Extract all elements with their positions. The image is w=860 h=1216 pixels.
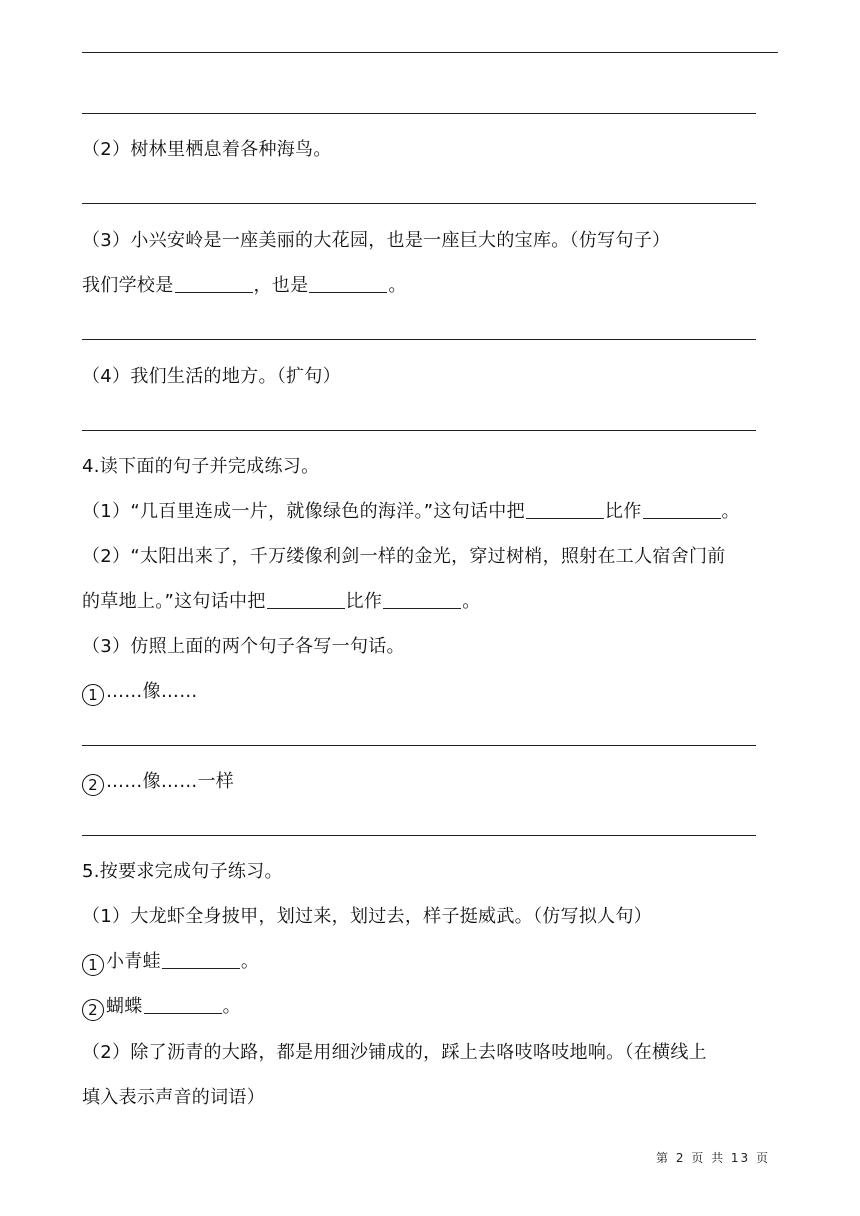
q3-item2: （2）树林里栖息着各种海鸟。: [82, 139, 332, 160]
q5-sentence2-line1: （2）除了沥青的大路，都是用细沙铺成的，踩上去咯吱咯吱地响。（在横线上: [82, 1042, 707, 1063]
item-text: 小青蛙: [106, 951, 161, 972]
frame-text: ，也是: [253, 275, 309, 296]
fill-blank[interactable]: [144, 995, 222, 1014]
sentence-text: 比作: [604, 501, 642, 522]
q4-sentence3: （3）仿照上面的两个句子各写一句话。: [82, 636, 405, 657]
item-text: 蝴蝶: [106, 996, 143, 1017]
q5-sentence2-line2: 填入表示声音的词语）: [82, 1087, 265, 1108]
answer-line: [82, 430, 756, 431]
sentence-end: 。: [462, 591, 481, 612]
sentence-text: 的草地上。”这句话中把: [82, 591, 266, 612]
pattern-text: ……像……: [106, 681, 198, 702]
item-end: 。: [240, 951, 260, 972]
answer-line: [82, 52, 778, 53]
fill-blank[interactable]: [175, 274, 253, 293]
frame-end: 。: [388, 275, 407, 296]
q5-circled-item-2: [82, 995, 241, 1021]
fill-blank[interactable]: [309, 274, 387, 293]
circled-number: 2: [82, 999, 104, 1021]
q4-sentence2-line2: [82, 590, 481, 614]
q4-circled-item-1: [82, 680, 198, 706]
answer-line: [82, 835, 756, 836]
q3-item4: （4）我们生活的地方。（扩句）: [82, 366, 341, 387]
sentence-text: 比作: [345, 591, 383, 612]
q5-heading: 5.按要求完成句子练习。: [82, 861, 283, 882]
q4-sentence1: [82, 500, 740, 524]
q3-item3-prompt: （3）小兴安岭是一座美丽的大花园，也是一座巨大的宝库。（仿写句子）: [82, 230, 671, 251]
page-footer: 第 2 页 共 13 页: [656, 1151, 770, 1165]
answer-line: [82, 339, 756, 340]
q3-item3-frame: [82, 274, 407, 298]
q5-sentence1: （1）大龙虾全身披甲，划过来，划过去，样子挺威武。（仿写拟人句）: [82, 906, 653, 927]
q4-heading: 4.读下面的句子并完成练习。: [82, 456, 320, 477]
fill-blank[interactable]: [643, 500, 721, 519]
answer-line: [82, 113, 756, 114]
q4-sentence2-line1: （2）“太阳出来了，千万缕像利剑一样的金光，穿过树梢，照射在工人宿舍门前: [82, 546, 726, 567]
item-end: 。: [222, 996, 241, 1017]
circled-number: 2: [82, 774, 104, 796]
fill-blank[interactable]: [267, 590, 345, 609]
sentence-text: （1）“几百里连成一片，就像绿色的海洋。”这句话中把: [82, 501, 525, 522]
answer-line: [82, 745, 756, 746]
fill-blank[interactable]: [383, 590, 461, 609]
sentence-end: 。: [721, 501, 740, 522]
pattern-text: ……像……一样: [106, 771, 235, 792]
q4-circled-item-2: [82, 770, 234, 796]
fill-blank[interactable]: [162, 950, 240, 969]
frame-text: 我们学校是: [82, 275, 174, 296]
fill-blank[interactable]: [526, 500, 604, 519]
q5-circled-item-1: [82, 950, 259, 976]
circled-number: 1: [82, 954, 104, 976]
answer-line: [82, 203, 756, 204]
circled-number: 1: [82, 684, 104, 706]
